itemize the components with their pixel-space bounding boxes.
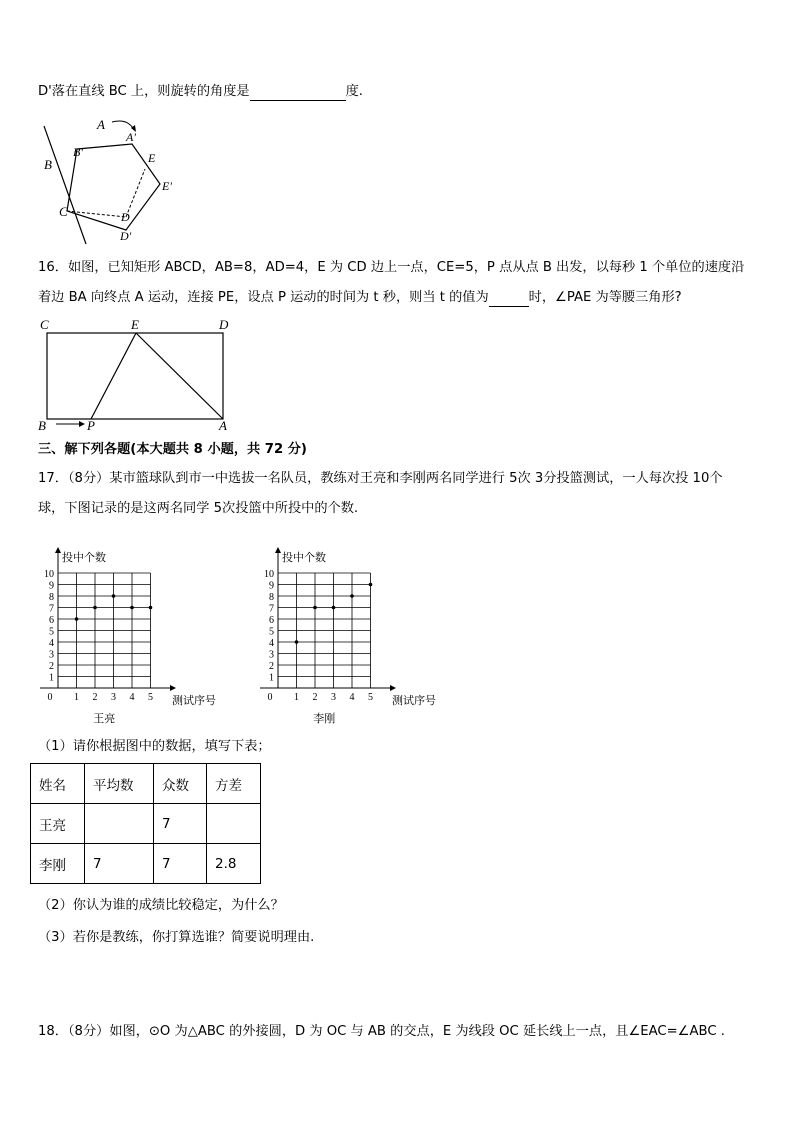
table-header-cell: 姓名	[31, 764, 85, 804]
x-tick-label: 4	[129, 692, 135, 703]
y-axis-arrowhead	[275, 547, 281, 553]
y-tick-label: 10	[264, 569, 274, 580]
y-tick-label: 4	[269, 638, 274, 649]
chart-wang-liang	[30, 530, 230, 730]
q16-line2	[38, 289, 682, 307]
table-cell-mean: 7	[85, 844, 154, 884]
y-tick-label: 1	[49, 672, 54, 684]
y-tick-label: 6	[269, 615, 274, 626]
label-rect-p: P	[87, 418, 95, 433]
label-rect-b: B	[38, 418, 46, 433]
table-cell-variance: 2.8	[207, 844, 261, 884]
label-d-prime: D'	[120, 229, 132, 243]
y-tick-label: 10	[44, 569, 54, 580]
table-cell-mode: 7	[154, 844, 207, 884]
y-tick-label: 7	[49, 603, 54, 615]
table-cell-mode: 7	[154, 804, 207, 844]
data-point	[130, 606, 134, 610]
x-tick-label: 2	[312, 692, 318, 703]
q17-sub1: （1）请你根据图中的数据，填写下表；	[38, 739, 271, 754]
segment-pe	[91, 333, 136, 419]
q15-text: D'落在直线 BC 上，则旋转的角度是	[38, 84, 250, 99]
q16-text-after: 时，∠PAE 为等腰三角形?	[528, 290, 682, 305]
segment-ea	[136, 333, 223, 419]
x-axis-label: 测试序号	[392, 695, 436, 707]
x-tick-label: 1	[294, 692, 299, 703]
rotation-arc	[112, 121, 134, 130]
y-axis-arrowhead	[55, 547, 61, 553]
data-point	[350, 594, 354, 598]
q16-text-before: 着边 BA 向终点 A 运动，连接 PE，设点 P 运动的时间为 t 秒，则当 t 的值为	[38, 290, 489, 305]
x-tick-label: 2	[92, 692, 98, 703]
x-tick-label: 4	[349, 692, 355, 703]
table-cell-name: 王亮	[31, 804, 85, 844]
y-tick-label: 2	[269, 661, 274, 672]
q15-suffix: 度.	[345, 84, 364, 99]
chart-title: 王亮	[93, 713, 116, 725]
section-heading: 三、解下列各题(本大题共 8 小题，共 72 分)	[38, 442, 307, 457]
data-point	[295, 640, 299, 644]
x-axis-arrowhead	[390, 685, 396, 691]
y-tick-label: 5	[49, 626, 54, 638]
q17-sub2: （2）你认为谁的成绩比较稳定，为什么？	[38, 898, 284, 913]
data-point	[149, 606, 153, 610]
y-tick-label: 8	[49, 592, 54, 603]
table-cell-variance[interactable]	[207, 804, 261, 844]
x-axis-arrowhead	[170, 685, 176, 691]
data-point	[75, 617, 79, 621]
label-c: C	[59, 204, 68, 219]
label-rect-e: E	[131, 317, 139, 332]
x-tick-label: 5	[148, 692, 153, 703]
chart-title: 李刚	[313, 713, 336, 725]
label-a-prime: A'	[126, 130, 136, 144]
x-tick-label: 0	[267, 692, 273, 703]
q17-line2: 球，下图记录的是这两名同学 5次投篮中所投中的个数.	[38, 501, 359, 516]
label-e: E	[148, 151, 156, 165]
y-tick-label: 3	[49, 649, 54, 661]
y-tick-label: 9	[269, 580, 274, 592]
table-header-cell: 方差	[207, 764, 261, 804]
y-axis-label: 投中个数	[282, 552, 326, 564]
data-point	[93, 606, 97, 610]
score-table	[30, 763, 261, 884]
x-axis-label: 测试序号	[172, 695, 216, 707]
y-tick-label: 7	[269, 603, 274, 615]
q17-line1: 17．（8分）某市篮球队到市一中选拔一名队员，教练对王亮和李刚两名同学进行 5次 3分投篮测试，一人每次投 10个	[38, 471, 723, 486]
x-tick-label: 0	[47, 692, 53, 703]
y-tick-label: 3	[269, 649, 274, 661]
label-b-prime: B'	[73, 145, 83, 159]
data-point	[332, 606, 336, 610]
chart-li-gang	[250, 530, 450, 730]
q17-sub3: （3）若你是教练，你打算选谁？简要说明理由.	[38, 930, 315, 945]
q18-line1: 18．（8分）如图，⊙O 为△ABC 的外接圆，D 为 OC 与 AB 的交点，E 为线段 OC 延长线上一点，且∠EAC=∠ABC .	[38, 1024, 725, 1039]
data-point	[112, 594, 116, 598]
rectangle-figure	[34, 316, 239, 436]
data-point	[369, 583, 373, 587]
table-header-row	[31, 764, 261, 804]
label-rect-a: A	[219, 418, 227, 433]
q15-answer-blank[interactable]	[250, 86, 346, 101]
label-rect-c: C	[40, 317, 49, 332]
line-bc	[44, 126, 86, 244]
y-tick-label: 5	[269, 626, 274, 638]
pentagon-figure	[36, 112, 186, 247]
table-cell-mean[interactable]	[85, 804, 154, 844]
q16-line1: 16．如图，已知矩形 ABCD，AB=8，AD=4，E 为 CD 边上一点，CE=5，P 点从点 B 出发，以每秒 1 个单位的速度沿	[38, 260, 745, 275]
table-header-cell: 众数	[154, 764, 207, 804]
x-tick-label: 3	[331, 692, 336, 703]
x-tick-label: 1	[74, 692, 79, 703]
table-row	[31, 844, 261, 884]
label-d: D	[121, 210, 130, 224]
label-b: B	[44, 157, 52, 172]
y-tick-label: 4	[49, 638, 54, 649]
y-tick-label: 2	[49, 661, 54, 672]
label-e-prime: E'	[162, 179, 172, 193]
q15-line	[38, 83, 363, 101]
x-tick-label: 3	[111, 692, 116, 703]
y-tick-label: 6	[49, 615, 54, 626]
q16-answer-blank[interactable]	[489, 292, 529, 307]
table-cell-name: 李刚	[31, 844, 85, 884]
table-row	[31, 804, 261, 844]
data-point	[313, 606, 317, 610]
y-axis-label: 投中个数	[62, 552, 106, 564]
label-rect-d: D	[219, 317, 229, 332]
y-tick-label: 9	[49, 580, 54, 592]
label-a: A	[97, 117, 105, 132]
x-tick-label: 5	[368, 692, 373, 703]
motion-arrowhead	[79, 421, 85, 427]
y-tick-label: 8	[269, 592, 274, 603]
y-tick-label: 1	[269, 672, 274, 684]
rectangle-abcd	[47, 333, 223, 419]
table-header-cell: 平均数	[85, 764, 154, 804]
